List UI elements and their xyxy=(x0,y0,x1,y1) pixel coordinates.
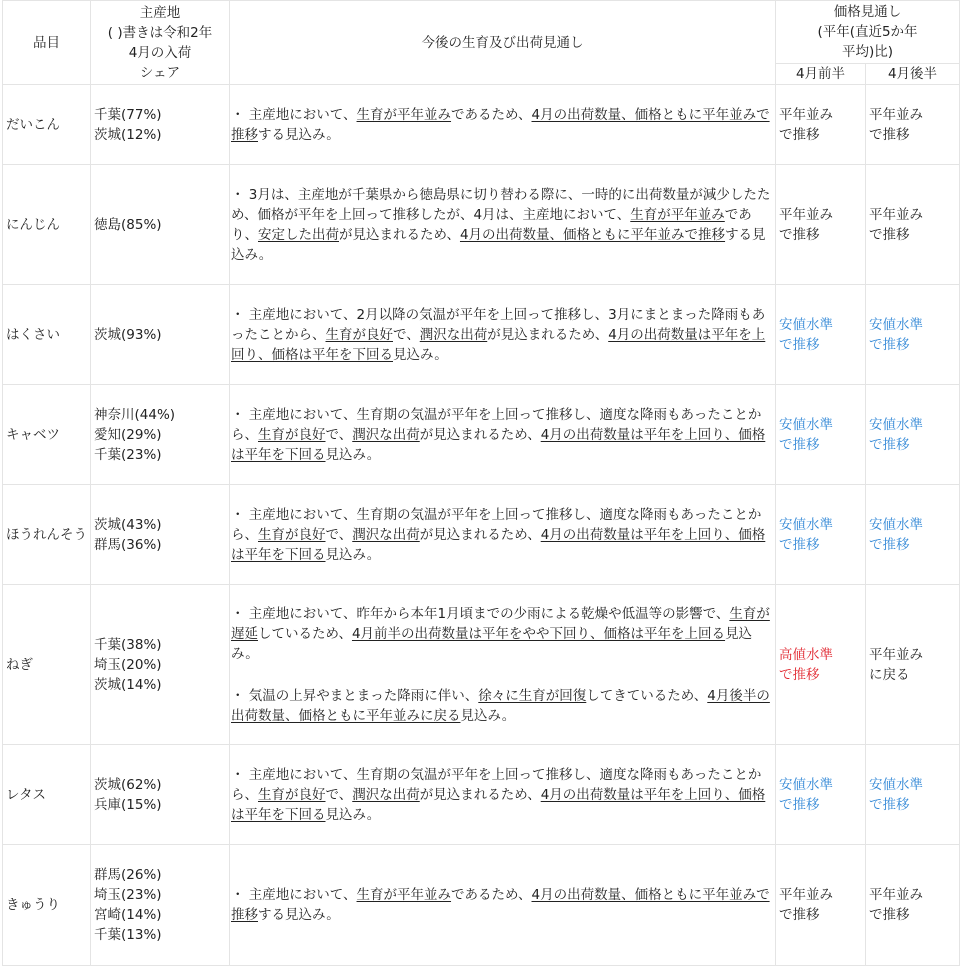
price-outlook-line: 平年並み xyxy=(779,887,833,903)
key-phrase: 徐々に生育が回復 xyxy=(478,687,587,704)
price-outlook-line: で推移 xyxy=(779,336,820,353)
price-outlook-line: に戻る xyxy=(869,666,910,683)
outlook-paragraph xyxy=(231,105,775,145)
outlook-segment: ・ 主産地において、 xyxy=(231,887,357,903)
price-outlook-line: 平年並み xyxy=(869,646,923,663)
price-outlook-line: で推移 xyxy=(869,126,910,143)
share-line: 茨城(43%) xyxy=(94,516,162,533)
table-body xyxy=(3,85,960,966)
outlook-segment: ・ 主産地において、2月以降の気温が平年を上回って推移し、3月にまとまった降雨もあったことから、 xyxy=(231,306,766,343)
key-phrase: 生育が良好 xyxy=(258,786,326,803)
header-share-line: シェア xyxy=(139,64,181,81)
outlook-segment: で、 xyxy=(325,526,353,543)
table-header xyxy=(3,1,960,85)
price-first-half xyxy=(776,165,866,285)
outlook-segment: 見込み。 xyxy=(231,625,753,662)
header-share-line: ( )書きは令和2年 xyxy=(107,24,213,41)
price-outlook-line: 安値水準 xyxy=(869,316,923,333)
outlook-segment: してきているため、 xyxy=(586,687,708,704)
production-share xyxy=(91,845,230,966)
price-outlook-line: で推移 xyxy=(869,907,910,923)
key-phrase: 4月後半の出荷数量、価格ともに平年並みに戻る xyxy=(231,687,770,724)
price-second-half xyxy=(866,85,960,165)
outlook-segment: であるため、 xyxy=(451,106,532,123)
price-first-half xyxy=(776,385,866,485)
share-line: 神奈川(44%) xyxy=(94,406,176,423)
price-outlook-line: 平年並み xyxy=(869,887,923,903)
production-share xyxy=(91,385,230,485)
outlook-segment: ・ 3月は、主産地が千葉県から徳島県に切り替わる際に、一時的に出荷数量が減少したため、価格が平年を上回って推移したが、4月は、主産地において、 xyxy=(231,186,771,223)
share-line: 千葉(23%) xyxy=(94,446,162,463)
price-outlook-line: で推移 xyxy=(779,436,820,453)
key-phrase: 潤沢な出荷 xyxy=(419,326,488,343)
price-second-half xyxy=(866,285,960,385)
table-row xyxy=(3,85,960,165)
key-phrase: 生育が遅延 xyxy=(231,605,770,642)
outlook-segment: であるため、 xyxy=(451,887,532,903)
item-name: ほうれんそう xyxy=(3,485,91,585)
price-second-half xyxy=(866,485,960,585)
outlook-segment: が見込まれるため、 xyxy=(339,226,460,243)
price-outlook-line: 平年並み xyxy=(869,106,923,123)
header-share xyxy=(91,1,230,85)
price-outlook-line: で推移 xyxy=(779,536,820,553)
header-first-half: 4月前半 xyxy=(776,64,866,85)
price-second-half xyxy=(866,845,960,966)
share-line: 群馬(26%) xyxy=(94,867,162,883)
key-phrase: 潤沢な出荷 xyxy=(352,426,420,443)
share-line: 宮崎(14%) xyxy=(94,907,162,923)
header-share-line: 主産地 xyxy=(139,4,181,21)
outlook-segment: が見込まれるため、 xyxy=(419,786,541,803)
outlook-text xyxy=(230,585,776,745)
share-line: 埼玉(20%) xyxy=(94,656,162,673)
key-phrase: 潤沢な出荷 xyxy=(352,786,420,803)
key-phrase: 潤沢な出荷 xyxy=(352,526,420,543)
outlook-text xyxy=(230,85,776,165)
outlook-segment: 見込み。 xyxy=(325,446,381,463)
production-share xyxy=(91,85,230,165)
outlook-paragraph xyxy=(231,885,775,925)
key-phrase: 4月前半の出荷数量は平年をやや下回り、価格は平年を上回る xyxy=(351,625,726,642)
share-line: 茨城(93%) xyxy=(94,326,162,343)
key-phrase: 4月の出荷数量は平年を上回り、価格は平年を下回る xyxy=(231,326,766,363)
price-first-half xyxy=(776,845,866,966)
header-price xyxy=(776,1,960,64)
table-row xyxy=(3,165,960,285)
header-price-line: 価格見通し xyxy=(833,4,902,20)
price-outlook-line: で推移 xyxy=(779,907,820,923)
key-phrase: 4月の出荷数量は平年を上回り、価格は平年を下回る xyxy=(231,786,766,823)
production-share xyxy=(91,285,230,385)
outlook-segment: ・ 主産地において、昨年から本年1月頃までの少雨による乾燥や低温等の影響で、 xyxy=(231,605,730,622)
outlook-segment: する見込み。 xyxy=(258,126,340,143)
price-outlook-line: 安値水準 xyxy=(869,516,923,533)
outlook-segment: ・ 主産地において、生育期の気温が平年を上回って推移し、適度な降雨もあったことから、 xyxy=(231,406,762,443)
share-line: 茨城(12%) xyxy=(94,126,162,143)
outlook-segment: ・ 主産地において、 xyxy=(231,106,357,123)
price-outlook-line: 高値水準 xyxy=(779,646,833,663)
key-phrase: 生育が平年並み xyxy=(356,887,452,903)
key-phrase: 4月の出荷数量は平年を上回り、価格は平年を下回る xyxy=(231,426,766,463)
share-line: 千葉(38%) xyxy=(94,636,162,653)
key-phrase: 4月の出荷数量は平年を上回り、価格は平年を下回る xyxy=(231,526,766,563)
price-outlook-line: で推移 xyxy=(869,436,910,453)
outlook-segment: で、 xyxy=(393,326,420,343)
key-phrase: 4月の出荷数量、価格ともに平年並みで推移 xyxy=(231,106,770,143)
header-price-line: 平均)比) xyxy=(841,44,894,60)
table-row xyxy=(3,845,960,966)
price-outlook-line: 平年並み xyxy=(869,206,923,223)
price-first-half xyxy=(776,285,866,385)
outlook-paragraph xyxy=(231,686,775,726)
key-phrase: 4月の出荷数量、価格ともに平年並みで推移 xyxy=(459,226,726,243)
share-line: 兵庫(15%) xyxy=(94,796,162,813)
outlook-paragraph xyxy=(231,604,775,664)
table-row xyxy=(3,285,960,385)
outlook-segment: が見込まれるため、 xyxy=(419,426,541,443)
outlook-segment: する見込み。 xyxy=(258,907,340,923)
price-outlook-line: 安値水準 xyxy=(779,776,833,793)
production-share xyxy=(91,745,230,845)
header-price-line: (平年(直近5か年 xyxy=(817,24,918,40)
outlook-text xyxy=(230,385,776,485)
item-name: はくさい xyxy=(3,285,91,385)
share-line: 茨城(62%) xyxy=(94,776,162,793)
key-phrase: 生育が良好 xyxy=(258,426,326,443)
table-row xyxy=(3,745,960,845)
item-name: キャベツ xyxy=(3,385,91,485)
share-line: 茨城(14%) xyxy=(94,676,162,693)
outlook-segment: ・ 気温の上昇やまとまった降雨に伴い、 xyxy=(231,687,479,704)
outlook-segment: で、 xyxy=(325,426,353,443)
outlook-segment: が見込まれるため、 xyxy=(419,526,541,543)
vegetable-outlook-table xyxy=(2,0,960,966)
outlook-segment: 見込み。 xyxy=(393,346,448,363)
item-name: きゅうり xyxy=(3,845,91,966)
outlook-segment: しているため、 xyxy=(258,625,352,642)
price-outlook-line: で推移 xyxy=(779,126,820,143)
price-outlook-line: 平年並み xyxy=(779,106,833,123)
table-row xyxy=(3,385,960,485)
outlook-paragraph xyxy=(231,405,775,465)
table-row xyxy=(3,485,960,585)
price-first-half xyxy=(776,745,866,845)
share-line: 群馬(36%) xyxy=(94,536,162,553)
outlook-paragraph xyxy=(231,305,775,365)
outlook-text xyxy=(230,845,776,966)
price-outlook-line: で推移 xyxy=(779,666,820,683)
outlook-segment: ・ 主産地において、生育期の気温が平年を上回って推移し、適度な降雨もあったことから、 xyxy=(231,766,762,803)
outlook-segment: ・ 主産地において、生育期の気温が平年を上回って推移し、適度な降雨もあったことから、 xyxy=(231,506,762,543)
outlook-segment: 見込み。 xyxy=(325,546,381,563)
key-phrase: 生育が良好 xyxy=(325,326,393,343)
key-phrase: 生育が平年並み xyxy=(630,206,725,223)
price-outlook-line: 安値水準 xyxy=(779,316,833,333)
price-second-half xyxy=(866,745,960,845)
price-outlook-line: 安値水準 xyxy=(869,776,923,793)
share-line: 徳島(85%) xyxy=(94,216,162,233)
outlook-segment: であり、 xyxy=(231,206,752,243)
key-phrase: 4月の出荷数量、価格ともに平年並みで推移 xyxy=(231,887,770,923)
item-name: ねぎ xyxy=(3,585,91,745)
outlook-text xyxy=(230,285,776,385)
key-phrase: 生育が良好 xyxy=(258,526,326,543)
price-outlook-line: 安値水準 xyxy=(779,516,833,533)
outlook-paragraph xyxy=(231,765,775,825)
price-first-half xyxy=(776,485,866,585)
price-outlook-line: で推移 xyxy=(869,536,910,553)
outlook-text xyxy=(230,165,776,285)
price-outlook-line: で推移 xyxy=(779,796,820,813)
key-phrase: 安定した出荷 xyxy=(258,226,339,243)
item-name: レタス xyxy=(3,745,91,845)
item-name: にんじん xyxy=(3,165,91,285)
price-first-half xyxy=(776,585,866,745)
price-outlook-line: で推移 xyxy=(869,796,910,813)
outlook-segment: 見込み。 xyxy=(325,806,381,823)
outlook-segment: 見込み。 xyxy=(460,707,516,724)
outlook-text xyxy=(230,745,776,845)
outlook-text xyxy=(230,485,776,585)
production-share xyxy=(91,585,230,745)
outlook-segment: で、 xyxy=(325,786,353,803)
share-line: 千葉(13%) xyxy=(94,927,162,943)
price-outlook-line: で推移 xyxy=(869,336,910,353)
price-outlook-line: で推移 xyxy=(869,226,910,243)
price-second-half xyxy=(866,585,960,745)
outlook-segment: が見込まれるため、 xyxy=(487,326,609,343)
table-row xyxy=(3,585,960,745)
outlook-paragraph xyxy=(231,505,775,565)
price-outlook-line: で推移 xyxy=(779,226,820,243)
price-second-half xyxy=(866,385,960,485)
price-outlook-line: 平年並み xyxy=(779,206,833,223)
header-outlook: 今後の生育及び出荷見通し xyxy=(230,1,776,85)
key-phrase: 生育が平年並み xyxy=(356,106,452,123)
header-share-line: 4月の入荷 xyxy=(128,44,192,61)
header-second-half: 4月後半 xyxy=(866,64,960,85)
production-share xyxy=(91,165,230,285)
share-line: 千葉(77%) xyxy=(94,106,162,123)
production-share xyxy=(91,485,230,585)
item-name: だいこん xyxy=(3,85,91,165)
price-first-half xyxy=(776,85,866,165)
outlook-segment: する見込み。 xyxy=(231,226,766,263)
outlook-paragraph xyxy=(231,185,775,265)
price-outlook-line: 安値水準 xyxy=(869,416,923,433)
header-item: 品目 xyxy=(3,1,91,85)
price-outlook-line: 安値水準 xyxy=(779,416,833,433)
share-line: 愛知(29%) xyxy=(94,426,162,443)
share-line: 埼玉(23%) xyxy=(94,887,162,903)
price-second-half xyxy=(866,165,960,285)
